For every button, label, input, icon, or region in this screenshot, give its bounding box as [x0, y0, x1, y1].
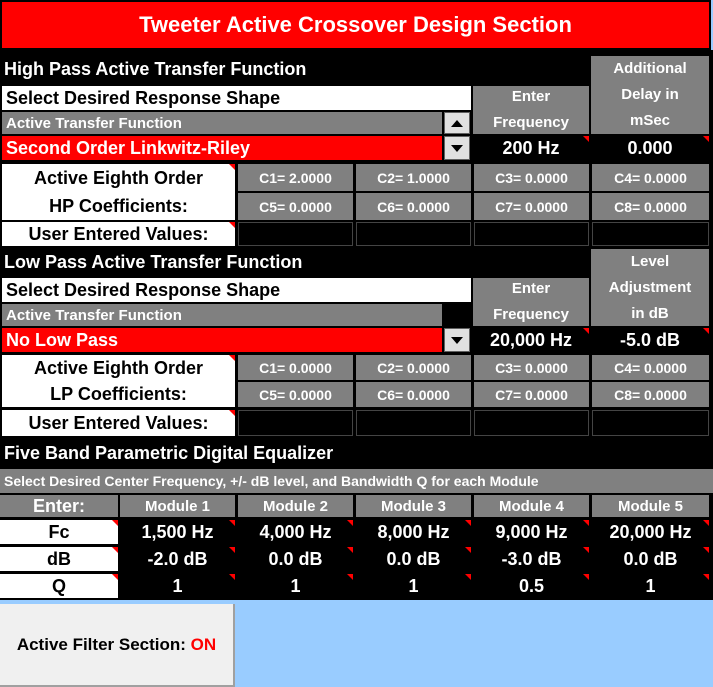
- eq-db-module-2[interactable]: 0.0 dB: [238, 547, 353, 571]
- eq-q-module-3[interactable]: 1: [356, 574, 471, 598]
- eq-fc-module-2[interactable]: 4,000 Hz: [238, 520, 353, 544]
- hp-coef-c3: C3= 0.0000: [474, 164, 589, 191]
- extra-label-line: mSec: [629, 112, 671, 129]
- eq-fc-module-1[interactable]: 1,500 Hz: [120, 520, 235, 544]
- highpass-select-label: Select Desired Response Shape: [2, 86, 471, 110]
- eq-fc-module-5[interactable]: 20,000 Hz: [592, 520, 709, 544]
- lp-coef-c8: C8= 0.0000: [592, 382, 709, 407]
- freq-label-line: Frequency: [493, 114, 569, 131]
- highpass-coef-label: [2, 164, 235, 220]
- lp-coef-c4: C4= 0.0000: [592, 355, 709, 380]
- hp-coef-c8: C8= 0.0000: [592, 193, 709, 220]
- eq-fc-module-3[interactable]: 8,000 Hz: [356, 520, 471, 544]
- lp-coef-c6: C6= 0.0000: [356, 382, 471, 407]
- highpass-delay-value[interactable]: 0.000: [591, 136, 709, 160]
- eq-fc-module-4[interactable]: 9,000 Hz: [474, 520, 589, 544]
- highpass-freq-label: [473, 86, 589, 134]
- chevron-down-icon: [451, 337, 463, 344]
- coef-label-line: LP Coefficients:: [50, 384, 187, 404]
- lp-coef-c2: C2= 0.0000: [356, 355, 471, 380]
- lowpass-select-label: Select Desired Response Shape: [2, 278, 471, 302]
- lowpass-user-label: User Entered Values:: [2, 410, 235, 436]
- eq-q-module-1[interactable]: 1: [120, 574, 235, 598]
- hp-user-c1[interactable]: [238, 222, 353, 246]
- lowpass-dropdown-button[interactable]: [444, 328, 470, 352]
- hp-coef-c1: C1= 2.0000: [238, 164, 353, 191]
- hp-coef-c5: C5= 0.0000: [238, 193, 353, 220]
- lp-user-c3[interactable]: [474, 410, 589, 436]
- arrow-up-icon: [451, 120, 463, 127]
- lowpass-coef-label: [2, 355, 235, 407]
- highpass-dropdown-label: Active Transfer Function: [2, 112, 442, 134]
- eq-module-header: Module 4: [474, 495, 589, 517]
- eq-db-module-1[interactable]: -2.0 dB: [120, 547, 235, 571]
- eq-db-module-3[interactable]: 0.0 dB: [356, 547, 471, 571]
- lowpass-level-value[interactable]: -5.0 dB: [591, 328, 709, 352]
- eq-row-label-fc: Fc: [0, 520, 118, 544]
- eq-heading: Five Band Parametric Digital Equalizer: [0, 440, 713, 466]
- lp-coef-c3: C3= 0.0000: [474, 355, 589, 380]
- freq-label-line: Frequency: [493, 306, 569, 323]
- lowpass-dropdown-label: Active Transfer Function: [2, 304, 442, 326]
- eq-enter-label: Enter:: [0, 495, 118, 517]
- eq-module-header: Module 2: [238, 495, 353, 517]
- lowpass-freq-value[interactable]: 20,000 Hz: [473, 328, 589, 352]
- freq-label-line: Enter: [511, 88, 551, 105]
- lp-coef-c7: C7= 0.0000: [474, 382, 589, 407]
- eq-instruction: Select Desired Center Frequency, +/- dB level, and Bandwidth Q for each Module: [0, 469, 713, 493]
- hp-user-c4[interactable]: [592, 222, 709, 246]
- coef-label-line: Active Eighth Order: [33, 358, 204, 378]
- eq-q-module-5[interactable]: 1: [592, 574, 709, 598]
- lp-user-c1[interactable]: [238, 410, 353, 436]
- lowpass-dropdown-value[interactable]: No Low Pass: [2, 328, 442, 352]
- lowpass-extra-label: [591, 249, 709, 326]
- eq-q-module-2[interactable]: 1: [238, 574, 353, 598]
- extra-label-line: Adjustment: [608, 278, 692, 296]
- lp-coef-c5: C5= 0.0000: [238, 382, 353, 407]
- eq-module-header: Module 3: [356, 495, 471, 517]
- eq-row-label-q: Q: [0, 574, 118, 598]
- hp-coef-c6: C6= 0.0000: [356, 193, 471, 220]
- eq-module-header: Module 1: [120, 495, 235, 517]
- highpass-scroll-up-button[interactable]: [444, 112, 470, 134]
- coef-label-line: HP Coefficients:: [49, 196, 188, 216]
- page-title: Tweeter Active Crossover Design Section: [0, 0, 711, 50]
- highpass-dropdown-value[interactable]: Second Order Linkwitz-Riley: [2, 136, 442, 160]
- highpass-user-label: User Entered Values:: [2, 222, 235, 246]
- freq-label-line: Enter: [511, 280, 551, 297]
- eq-db-module-5[interactable]: 0.0 dB: [592, 547, 709, 571]
- eq-row-label-db: dB: [0, 547, 118, 571]
- highpass-freq-value[interactable]: 200 Hz: [473, 136, 589, 160]
- eq-db-module-4[interactable]: -3.0 dB: [474, 547, 589, 571]
- extra-label-line: Level: [630, 252, 670, 270]
- hp-coef-c7: C7= 0.0000: [474, 193, 589, 220]
- hp-coef-c2: C2= 1.0000: [356, 164, 471, 191]
- highpass-dropdown-button[interactable]: [444, 136, 470, 160]
- hp-coef-c4: C4= 0.0000: [592, 164, 709, 191]
- eq-module-header: Module 5: [592, 495, 709, 517]
- chevron-down-icon: [451, 145, 463, 152]
- highpass-extra-label: [591, 56, 709, 134]
- active-filter-label: Active Filter Section:: [16, 634, 191, 654]
- eq-q-module-4[interactable]: 0.5: [474, 574, 589, 598]
- extra-label-line: in dB: [631, 304, 669, 322]
- extra-label-line: Additional: [613, 60, 687, 77]
- coef-label-line: Active Eighth Order: [33, 168, 204, 188]
- lp-user-c4[interactable]: [592, 410, 709, 436]
- lowpass-heading: Low Pass Active Transfer Function: [0, 249, 470, 275]
- highpass-heading: High Pass Active Transfer Function: [0, 56, 470, 82]
- active-filter-toggle-button[interactable]: [0, 604, 235, 687]
- hp-user-c3[interactable]: [474, 222, 589, 246]
- active-filter-state: ON: [190, 634, 217, 654]
- hp-user-c2[interactable]: [356, 222, 471, 246]
- lp-user-c2[interactable]: [356, 410, 471, 436]
- lowpass-freq-label: [473, 278, 589, 326]
- lp-coef-c1: C1= 0.0000: [238, 355, 353, 380]
- extra-label-line: Delay in: [621, 86, 679, 103]
